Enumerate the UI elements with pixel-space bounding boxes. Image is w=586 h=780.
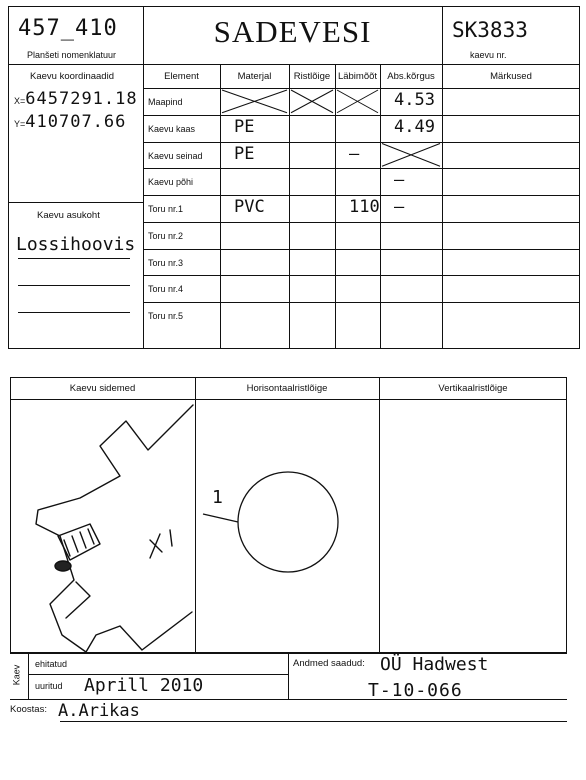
- table-cell-diameter: 110: [349, 197, 380, 217]
- vertical-section-label: Vertikaalristlõige: [438, 383, 508, 394]
- well-number-value: SK3833: [452, 18, 528, 42]
- cross-mark: [150, 530, 172, 558]
- measured-value: Aprill 2010: [84, 675, 204, 696]
- table-cell-abs: –: [394, 197, 405, 217]
- map-id-label: Planšeti nomenklatuur: [27, 50, 117, 60]
- table-cell-abs: 4.53: [394, 90, 435, 110]
- table-row-label: Toru nr.2: [148, 231, 184, 241]
- pipe-line: [203, 514, 238, 522]
- coords-label: Kaevu koordinaadid: [30, 71, 114, 82]
- map-id-value: 457_410: [18, 16, 118, 41]
- table-header-cell: Materjal: [237, 71, 272, 82]
- table-cell-material: PE: [234, 117, 255, 137]
- footer-bottom-line: [10, 699, 567, 700]
- table-row-label: Kaevu kaas: [148, 124, 196, 134]
- form-title: SADEVESI: [213, 14, 372, 49]
- coord-x-prefix: X=: [14, 96, 26, 106]
- building-outline: [36, 405, 193, 652]
- table-row-label: Toru nr.3: [148, 258, 184, 268]
- coord-y-value: 410707.66: [25, 112, 127, 132]
- stairs: [58, 524, 100, 560]
- site-sketch: [36, 405, 193, 652]
- source-value: OÜ Hadwest: [380, 654, 489, 675]
- table-row-label: Maapind: [148, 97, 183, 107]
- location-label: Kaevu asukoht: [37, 210, 100, 221]
- table-row-label: Kaevu põhi: [148, 177, 194, 187]
- table-cell-material: PVC: [234, 197, 265, 217]
- measured-label: uuritud: [35, 681, 63, 691]
- pipe-marker-label: 1: [212, 487, 224, 508]
- author-line: [60, 721, 567, 722]
- footer-side-divider: [28, 653, 29, 699]
- well-marker: [55, 561, 71, 571]
- table-header-cell: Abs.kõrgus: [387, 71, 435, 82]
- author-value: A.Arikas: [58, 701, 140, 721]
- table-header-cell: Ristlõige: [293, 71, 331, 82]
- table-header-cell: Element: [164, 71, 199, 82]
- table-row-label: Toru nr.4: [148, 284, 184, 294]
- table-row-label: Toru nr.1: [148, 204, 184, 214]
- coord-x-value: 6457291.18: [25, 89, 138, 109]
- table-cell-abs: 4.49: [394, 117, 435, 137]
- well-circle: [238, 472, 338, 572]
- location-value: Lossihoovis: [16, 234, 136, 255]
- source-label: Andmed saadud:: [293, 658, 365, 669]
- table-row-label: Kaevu seinad: [148, 151, 203, 161]
- footer-mid-divider: [288, 653, 289, 699]
- source-ref: T-10-066: [368, 680, 463, 701]
- coord-y-prefix: Y=: [14, 119, 26, 129]
- table-header-cell: Märkused: [490, 71, 532, 82]
- built-label: ehitatud: [35, 659, 68, 669]
- author-label: Koostas:: [10, 704, 47, 715]
- well-side-label: Kaev: [11, 664, 22, 686]
- well-number-label: kaevu nr.: [470, 50, 507, 60]
- horizontal-section-label: Horisontaalristlõige: [246, 383, 328, 394]
- table-cell-diameter: –: [349, 144, 360, 164]
- sketch-label: Kaevu sidemed: [69, 383, 136, 394]
- table-row-label: Toru nr.5: [148, 311, 184, 321]
- table-cell-material: PE: [234, 144, 255, 164]
- building-lower: [66, 582, 90, 618]
- table-cell-abs: –: [394, 170, 405, 190]
- table-header-cell: Läbimõõt: [337, 71, 378, 82]
